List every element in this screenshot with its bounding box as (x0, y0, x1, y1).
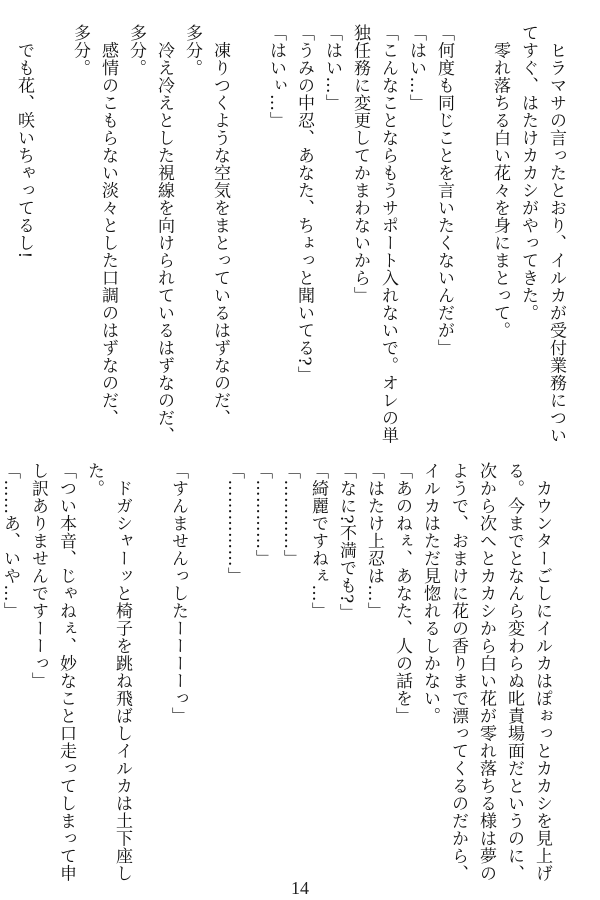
text-line: ヒラマサの言ったとおり、イルカが受付業務につい (546, 24, 566, 444)
text-line: 次から次へとカカシから白い花が零れ落ちる様は夢の (476, 462, 496, 882)
text-line: 「…………」 (280, 462, 300, 567)
text-line (234, 24, 262, 444)
text-line: でも花、咲いちゃってるし! (14, 24, 34, 259)
text-block-top (10, 24, 570, 444)
text-line: 「はいぃ…」 (266, 24, 286, 129)
text-block-bottom (0, 462, 556, 882)
text-line: し訳ありませんですーーっ」 (28, 462, 48, 690)
text-line: 多分。 (182, 24, 202, 77)
text-line: 冷え冷えとした視線を向けられているはずなのだ、 (154, 24, 174, 444)
text-line: イルカはただ見惚れるしかない。 (420, 462, 440, 725)
text-line: カウンターごしにイルカはぽぉっとカカシを見上げ (532, 462, 552, 882)
text-line: 「何度も同じことを言いたくないんだが」 (434, 24, 454, 357)
text-line: 多分。 (70, 24, 90, 77)
text-line: 「綺麗ですねぇ…」 (308, 462, 328, 620)
text-line: 「……あ、いや…」 (0, 462, 20, 620)
text-line: 「うみの中忍、あなた、ちょっと聞いてる?」 (294, 24, 314, 384)
text-line: 「なに?不満でも?」 (336, 462, 356, 622)
text-line: 「つい本音、じゃねぇ、妙なこと口走ってしまって申 (56, 462, 76, 882)
text-line: 多分。 (126, 24, 146, 77)
text-line (458, 24, 486, 444)
page-number: 14 (291, 878, 309, 898)
text-line (136, 462, 164, 877)
text-line: 独任務に変更してかまわないから」 (350, 24, 370, 304)
text-line: 凍りつくような空気をまとっているはずなのだ、 (210, 24, 230, 427)
text-line: 「はたけ上忍は…」 (364, 462, 384, 620)
text-line (192, 462, 220, 877)
text-line: 「すんませんっしたーーーーっ」 (168, 462, 188, 725)
text-line: ドガシャーッと椅子を跳ね飛ばしイルカは土下座し (112, 462, 132, 882)
text-line: 零れ落ちる白い花々を身にまとって。 (490, 24, 510, 339)
text-line: 「……………」 (224, 462, 244, 585)
text-line: てすぐ、はたけカカシがやってきた。 (518, 24, 538, 322)
text-line: 「はい…」 (406, 24, 426, 112)
text-line (38, 24, 66, 444)
text-line: る。今までとなんら変わらぬ叱責場面だというのに、 (504, 462, 524, 882)
text-line: 「あのねぇ、あなた、人の話を」 (392, 462, 412, 725)
text-line: ようで、おまけに花の香りまで漂ってくるのだから、 (448, 462, 468, 882)
text-line: 「こんなことならもうサポート入れないで。オレの単 (378, 24, 398, 444)
text-line: た。 (84, 462, 104, 497)
text-line: 「…………」 (252, 462, 272, 567)
text-line: 感情のこもらない淡々とした口調のはずなのだ、 (98, 24, 118, 427)
text-line: 「はい…」 (322, 24, 342, 112)
